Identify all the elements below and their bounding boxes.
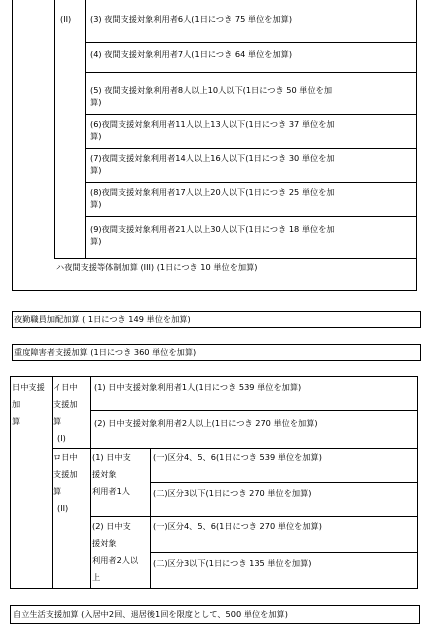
rate-row: (4) 夜間支援対象利用者7人(1日につき 64 単位を加算)	[90, 49, 293, 59]
table-border	[416, 0, 417, 291]
rate-row: (9)夜間支援対象利用者21人以上30人以下(1日につき 18 単位を加	[90, 224, 335, 234]
table-border	[85, 148, 416, 149]
sub-item-label: (II)	[60, 14, 72, 24]
table-border	[90, 410, 418, 411]
ro2-label: 利用者2人以	[92, 555, 139, 565]
table-border	[150, 482, 418, 483]
night-staff-box	[12, 311, 421, 328]
table-border	[10, 376, 418, 377]
night-staff-text: 夜勤職員加配加算 ( 1日につき 149 単位を加算)	[14, 314, 191, 324]
rate-row: (一)区分4、5、6(1日につき 539 単位を加算)	[153, 452, 322, 462]
rate-row: (6)夜間支援対象利用者11人以上13人以下(1日につき 37 単位を加	[90, 119, 335, 129]
rate-row-continued: 算)	[90, 165, 102, 175]
daytime-ro-label: 算	[53, 486, 62, 496]
rate-row: (2) 日中支援対象利用者2人以上(1日につき 270 単位を加算)	[94, 418, 318, 428]
rate-row-continued: 算)	[90, 236, 102, 246]
independent-living-box	[10, 605, 420, 624]
daytime-title: 日中支援	[12, 382, 45, 392]
daytime-i-label: イ日中	[53, 382, 78, 392]
rate-row: (二)区分3以下(1日につき 135 単位を加算)	[153, 558, 312, 568]
daytime-ro-label: (II)	[57, 503, 69, 513]
table-border	[85, 0, 86, 258]
daytime-i-label: 算	[53, 416, 62, 426]
independent-living-text: 自立生活支援加算 (入居中2回、退居後1回を限度として、500 単位を加算)	[13, 609, 288, 619]
table-border	[12, 0, 13, 291]
table-border	[85, 216, 416, 217]
daytime-title: 加	[12, 399, 21, 409]
daytime-ro-label: 支援加	[53, 469, 78, 479]
table-border	[85, 72, 416, 73]
daytime-ro-label: ロ日中	[53, 452, 78, 462]
daytime-i-label: 支援加	[53, 399, 78, 409]
rate-row-continued: 算)	[90, 97, 102, 107]
rate-row: (5) 夜間支援対象利用者8人以上10人以下(1日につき 50 単位を加	[90, 85, 333, 95]
table-border	[12, 290, 417, 291]
ro1-label: (1) 日中支	[92, 452, 131, 462]
table-border	[85, 182, 416, 183]
table-border	[52, 448, 418, 449]
rate-row: (3) 夜間支援対象利用者6人(1日につき 75 単位を加算)	[90, 14, 293, 24]
daytime-i-label: (I)	[57, 433, 66, 443]
table-border	[54, 0, 55, 258]
severe-disability-box	[12, 344, 421, 361]
rate-row: (8)夜間支援対象利用者17人以上20人以下(1日につき 25 単位を加	[90, 187, 335, 197]
rate-row: (二)区分3以下(1日につき 270 単位を加算)	[153, 488, 312, 498]
table-border	[10, 588, 418, 589]
severe-disability-text: 重度障害者支援加算 (1日につき 360 単位を加算)	[14, 347, 197, 357]
ro2-label: 上	[92, 572, 101, 582]
table-border	[85, 42, 416, 43]
rate-row-continued: 算)	[90, 199, 102, 209]
table-border	[90, 516, 418, 517]
daytime-title: 算	[12, 416, 21, 426]
table-border	[10, 376, 11, 589]
table-border	[150, 552, 418, 553]
ro2-label: (2) 日中支	[92, 521, 131, 531]
rate-row: (7)夜間支援対象利用者14人以上16人以下(1日につき 30 単位を加	[90, 153, 335, 163]
ro2-label: 援対象	[92, 538, 117, 548]
table-border	[85, 114, 416, 115]
table-border	[90, 376, 91, 589]
rate-row: (一)区分4、5、6(1日につき 270 単位を加算)	[153, 521, 322, 531]
night-support-iii-row: ハ夜間支援等体制加算 (III) (1日につき 10 単位を加算)	[56, 262, 258, 272]
rate-row: (1) 日中支援対象利用者1人(1日につき 539 単位を加算)	[94, 382, 302, 392]
ro1-label: 利用者1人	[92, 486, 130, 496]
ro1-label: 援対象	[92, 469, 117, 479]
table-border	[150, 448, 151, 589]
table-border	[54, 258, 416, 259]
rate-row-continued: 算)	[90, 131, 102, 141]
